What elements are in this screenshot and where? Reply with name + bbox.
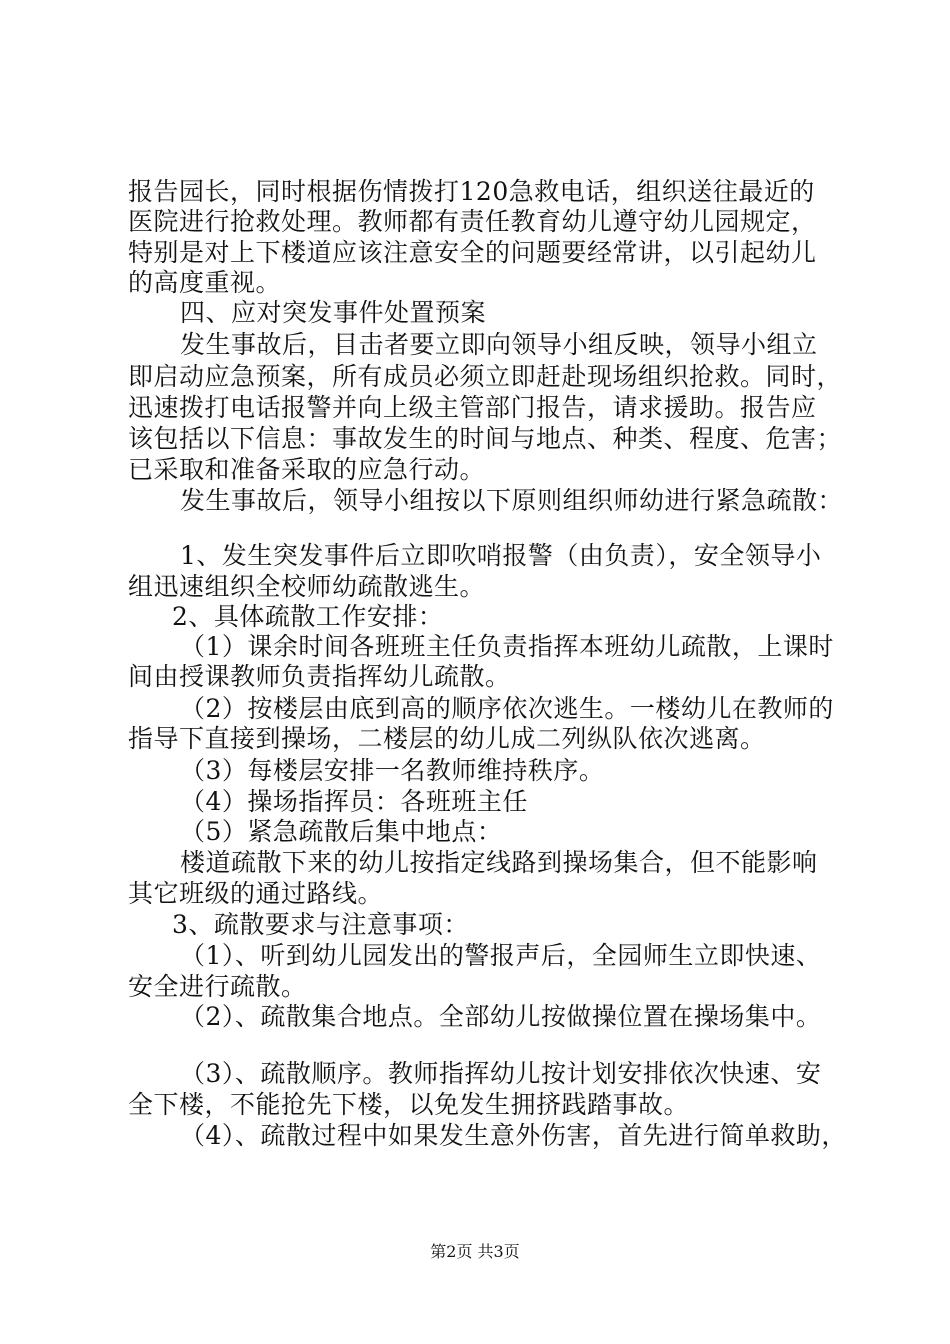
body-text-line: 即启动应急预案，所有成员必须立即赶赴现场组织抢救。同时， xyxy=(128,362,843,391)
body-text-line: 迅速拨打电话报警并向上级主管部门报告，请求援助。报告应 xyxy=(128,393,817,422)
body-text-line: （3）、疏散顺序。教师指挥幼儿按计划安排依次快速、安 xyxy=(180,1059,822,1088)
body-text-line: （3）每楼层安排一名教师维持秩序。 xyxy=(180,756,605,785)
body-text-line: 该包括以下信息：事故发生的时间与地点、种类、程度、危害； xyxy=(128,424,843,453)
body-text-line: 2、具体疏散工作安排： xyxy=(172,602,444,631)
body-text-line: 1、发生突发事件后立即吹哨报警（由负责），安全领导小 xyxy=(180,541,822,570)
page-number-footer: 第2页 共3页 xyxy=(430,1242,520,1261)
body-text-line: 间由授课教师负责指挥幼儿疏散。 xyxy=(128,662,511,691)
body-text-line: （2）按楼层由底到高的顺序依次逃生。一楼幼儿在教师的 xyxy=(180,694,834,723)
section-heading: 四、应对突发事件处置预案 xyxy=(180,298,487,327)
body-text-line: 3、疏散要求与注意事项： xyxy=(172,910,469,939)
body-text-line: （1）、听到幼儿园发出的警报声后，全园师生立即快速、 xyxy=(180,941,822,970)
body-text-line: 发生事故后，目击者要立即向领导小组反映，领导小组立 xyxy=(180,330,818,359)
body-text-line: （5）紧急疏散后集中地点： xyxy=(180,817,503,846)
body-text-line: 报告园长，同时根据伤情拨打120急救电话，组织送往最近的 xyxy=(128,177,815,206)
body-text-line: 指导下直接到操场，二楼层的幼儿成二列纵队依次逃离。 xyxy=(128,724,766,753)
body-text-line: 全下楼，不能抢先下楼，以免发生拥挤践踏事故。 xyxy=(128,1090,690,1119)
body-text-line: 组迅速组织全校师幼疏散逃生。 xyxy=(128,572,486,601)
body-text-line: 的高度重视。 xyxy=(128,268,282,297)
body-text-line: （2）、疏散集合地点。全部幼儿按做操位置在操场集中。 xyxy=(180,1002,822,1031)
body-text-line: 已采取和准备采取的应急行动。 xyxy=(128,455,486,484)
body-text-line: （1）课余时间各班班主任负责指挥本班幼儿疏散，上课时 xyxy=(180,632,834,661)
body-text-line: （4）操场指挥员：各班班主任 xyxy=(180,787,528,816)
body-text-line: 其它班级的通过路线。 xyxy=(128,879,384,908)
body-text-line: 安全进行疏散。 xyxy=(128,972,307,1001)
body-text-line: 特别是对上下楼道应该注意安全的问题要经常讲，以引起幼儿 xyxy=(128,238,817,267)
body-text-line: （4）、疏散过程中如果发生意外伤害，首先进行简单救助， xyxy=(180,1121,847,1150)
body-text-line: 楼道疏散下来的幼儿按指定线路到操场集合，但不能影响 xyxy=(180,848,818,877)
body-text-line: 发生事故后，领导小组按以下原则组织师幼进行紧急疏散： xyxy=(180,486,844,515)
body-text-line: 医院进行抢救处理。教师都有责任教育幼儿遵守幼儿园规定， xyxy=(128,207,817,236)
